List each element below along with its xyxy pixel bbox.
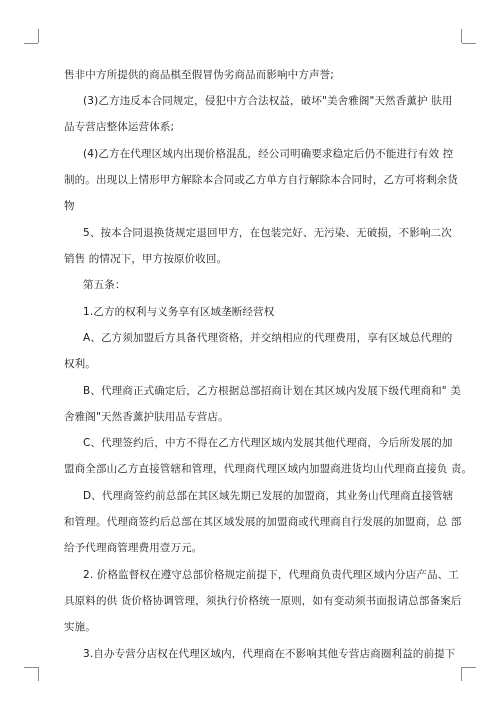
text-line: A、乙方须加盟后方具备代理资格，并交纳相应的代理费用，享有区域总代理的 bbox=[83, 332, 453, 344]
text-line: 物 bbox=[64, 200, 75, 212]
text-line: C、代理签约后，中方不得在乙方代理区域内发展其他代理商，今后所发展的加 bbox=[83, 437, 453, 449]
crop-mark-bottom-left-vertical bbox=[38, 667, 39, 681]
text-line: D、代理商签约前总部在其区域先期已发展的加盟商，其业务山代理商直接管辖 bbox=[83, 490, 454, 502]
text-line: 销售 的情况下，甲方按原价收回。 bbox=[64, 253, 228, 265]
text-line: 品专营店整体运营体系; bbox=[64, 121, 175, 133]
crop-mark-top-left-horizontal bbox=[24, 43, 38, 44]
text-line: 具原料的供 货价格协调管理，须执行价格统一原则，如有变动须书面报请总部备案后 bbox=[64, 595, 462, 607]
crop-mark-bottom-right-vertical bbox=[461, 667, 462, 681]
text-line: 权利。 bbox=[64, 358, 96, 370]
text-line: (3)乙方违反本合同规定，侵犯中方合法权益，破坏"美舍雅阁"天然香薰护 肤用 bbox=[83, 95, 453, 107]
text-line: 舍雅阁"天然香薰护肤用品专营店。 bbox=[64, 411, 229, 423]
text-line: 盟商全部山乙方直接管辖和管理，代理商代理区域内加盟商进货均山代理商直接负 责。 bbox=[64, 463, 473, 475]
text-line: (4)乙方在代理区域内出现价格混乱，经公司明确要求稳定后仍不能进行有效 控 bbox=[83, 148, 454, 160]
text-line: 1.乙方的权利与义务享有区域垄断经营权 bbox=[83, 306, 275, 318]
text-line: 第五条： bbox=[83, 279, 126, 291]
text-line: 售非中方所提供的商品棋至假冒伪劣商品而影响中方声誉; bbox=[64, 69, 334, 81]
text-line: 实施。 bbox=[64, 621, 96, 633]
text-line: 5、按本合同退换货规定退回甲方，在包装完好、无污染、无破损，不影响二次 bbox=[83, 227, 452, 239]
text-line: 3.自办专营分店权在代理区域内，代理商在不影响其他专营店商圈利益的前提下 bbox=[83, 648, 456, 660]
crop-mark-top-left-vertical bbox=[38, 29, 39, 43]
crop-mark-top-right-horizontal bbox=[462, 43, 476, 44]
crop-mark-top-right-vertical bbox=[461, 29, 462, 43]
text-line: 2. 价格监督权在遵守总部价格规定前提下，代理商负责代理区域内分店产品、工 bbox=[83, 569, 459, 581]
crop-mark-bottom-right-horizontal bbox=[462, 667, 476, 668]
text-line: 给予代理商管理费用壹万元。 bbox=[64, 542, 203, 554]
crop-mark-bottom-left-horizontal bbox=[24, 667, 38, 668]
text-line: B、代理商正式确定后，乙方根据总部招商计划在其区域内发展下级代理商和" 美 bbox=[83, 385, 461, 397]
text-line: 制的。出现以上情形甲方解除本合同或乙方单方自行解除本合同时，乙方可将剩余货 bbox=[64, 174, 459, 186]
text-line: 和管理。代理商签约后总部在其区域发展的加盟商或代理商自行发展的加盟商，总 部 bbox=[64, 516, 462, 528]
